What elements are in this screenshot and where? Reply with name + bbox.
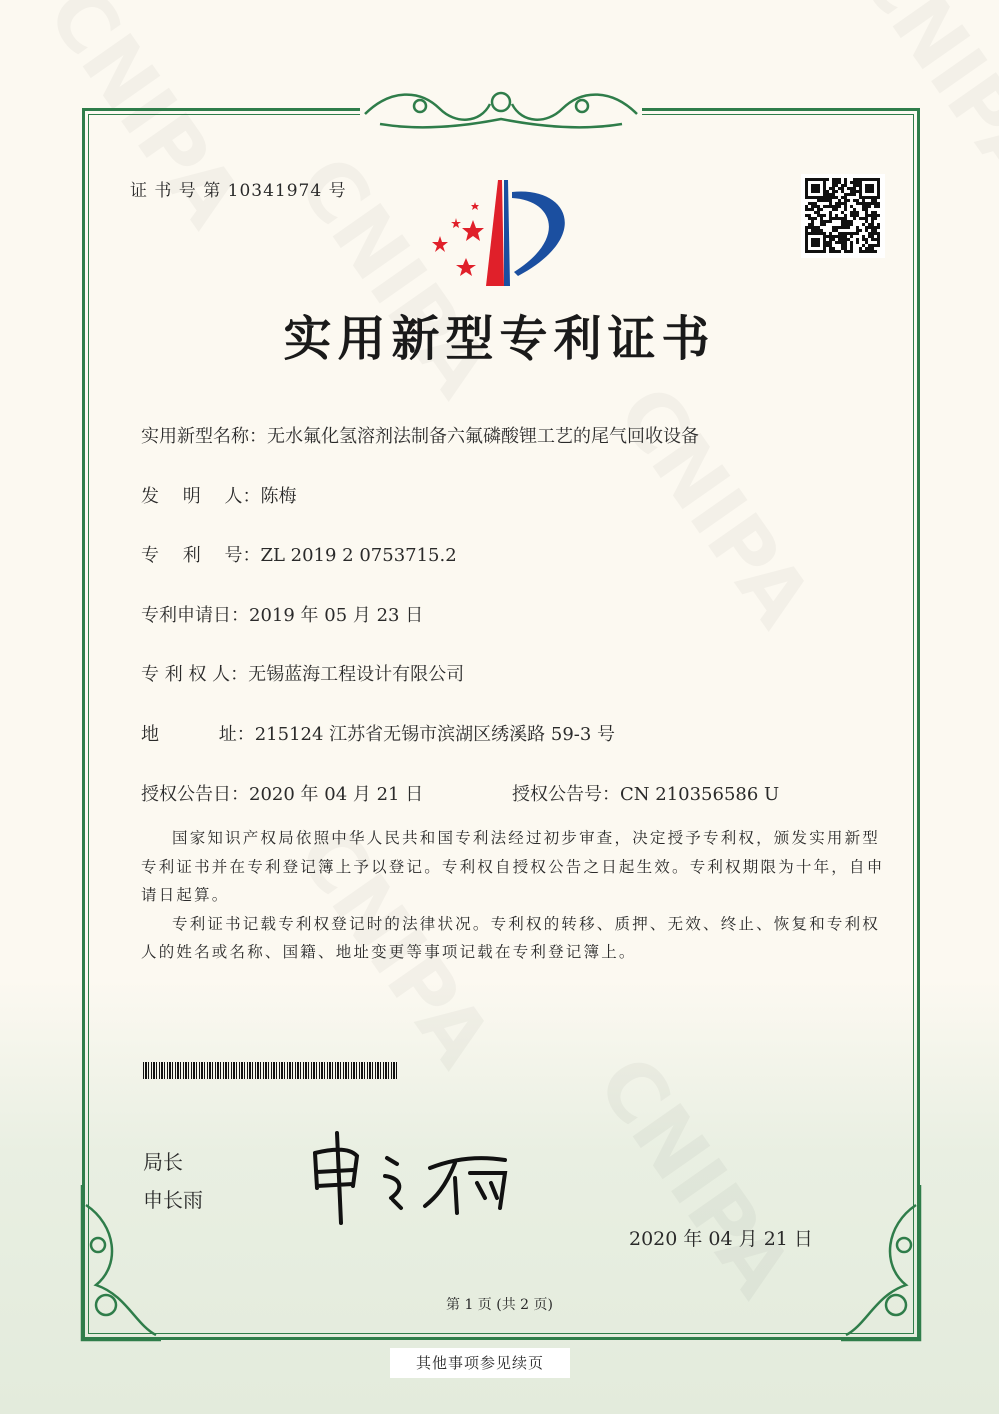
field-application-date xyxy=(141,601,423,627)
field-value: 2020 年 04 月 21 日 xyxy=(249,784,424,805)
field-label: 地 址： xyxy=(141,724,255,745)
cnipa-logo-icon xyxy=(428,176,578,288)
top-ornament-icon xyxy=(360,84,642,134)
field-label: 发 明 人： xyxy=(141,486,261,507)
barcode-icon xyxy=(143,1062,397,1079)
statement-paragraph: 国家知识产权局依照中华人民共和国专利法经过初步审查，决定授予专利权，颁发实用新型专利证书并在专利登记簿上予以登记。专利权自授权公告之日起生效。专利权期限为十年，自申请日起算。 xyxy=(141,829,885,905)
statement-paragraph: 专利证书记载专利权登记时的法律状况。专利权的转移、质押、无效、终止、恢复和专利权人的姓名或名称、国籍、地址变更等事项记载在专利登记簿上。 xyxy=(141,914,881,962)
cert-no-suffix: 号 xyxy=(328,181,347,201)
signer-name: 申长雨 xyxy=(143,1188,203,1212)
issue-date: 2020 年 04 月 21 日 xyxy=(629,1228,813,1250)
field-value: 215124 江苏省无锡市滨湖区绣溪路 59-3 号 xyxy=(254,724,616,745)
field-value: 无锡蓝海工程设计有限公司 xyxy=(248,664,465,685)
cert-no-value: 10341974 xyxy=(227,181,323,201)
certificate-number xyxy=(130,176,347,201)
field-utility-model-name xyxy=(141,422,699,448)
signer xyxy=(143,1143,203,1219)
field-patentee xyxy=(141,660,464,686)
field-label: 授权公告号： xyxy=(512,784,620,805)
corner-ornament-icon xyxy=(836,1185,926,1345)
field-label: 实用新型名称： xyxy=(141,426,267,447)
field-value: CN 210356586 U xyxy=(620,784,780,805)
field-label: 授权公告日： xyxy=(141,784,249,805)
certificate-statement xyxy=(141,824,886,967)
field-value: 无水氟化氢溶剂法制备六氟磷酸锂工艺的尾气回收设备 xyxy=(267,426,699,447)
qr-code-icon xyxy=(801,174,885,258)
continued-note: 其他事项参见续页 xyxy=(390,1348,570,1378)
field-value: 陈梅 xyxy=(260,486,297,507)
handwritten-signature xyxy=(305,1128,515,1228)
field-publication-number xyxy=(512,780,779,806)
page-info: 第 1 页 (共 2 页) xyxy=(446,1297,553,1313)
page-title: 实用新型专利证书 xyxy=(283,311,716,367)
field-inventor xyxy=(141,482,296,508)
field-label: 专 利 号： xyxy=(141,545,261,566)
field-address xyxy=(141,720,615,746)
field-value: 2019 年 05 月 23 日 xyxy=(249,605,424,626)
field-grant-date xyxy=(141,780,423,806)
signer-title: 局长 xyxy=(143,1150,183,1174)
field-label: 专利申请日： xyxy=(141,605,249,626)
field-patent-number xyxy=(141,541,457,567)
field-value: ZL 2019 2 0753715.2 xyxy=(260,545,457,566)
cert-no-label: 证 书 号 第 xyxy=(130,181,222,201)
field-label: 专 利 权 人： xyxy=(141,664,249,685)
